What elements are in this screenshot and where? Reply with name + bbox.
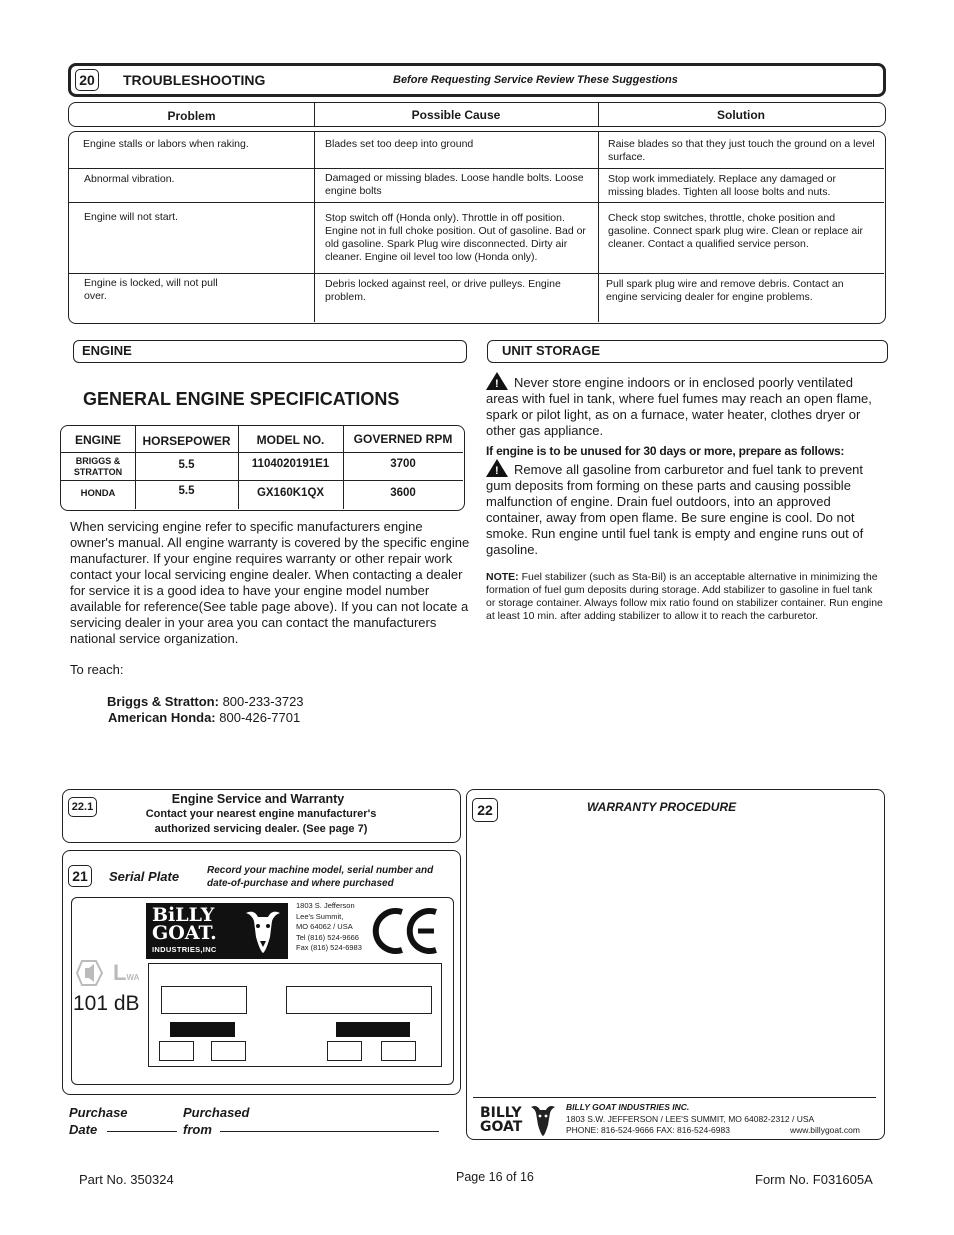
engine-section-label: ENGINE [73,340,467,363]
spec-rpm: 3600 [390,487,416,499]
warning-triangle-icon [486,372,508,390]
spec-header-horsepower: HORSEPOWER [142,434,231,448]
section-number: 20 [75,69,99,91]
warranty-title: WARRANTY PROCEDURE [587,800,737,814]
purchase-date-label: Purchase Date [69,1105,128,1137]
column-header-cause: Possible Cause [411,108,501,122]
logo-text: GOAT. [152,922,217,944]
table-row-cause: Debris locked against reel, or drive pulleys. Engine problem. [325,278,561,303]
plate-address: 1803 S. Jefferson Lee's Summit, MO 64062 / USA Tel (816) 524-9666 Fax (816) 524-6983 [296,901,362,952]
contact-name: Briggs & Stratton: [107,694,219,709]
plate-small-field [159,1041,194,1061]
plate-small-field [211,1041,246,1061]
plate-small-field [381,1041,416,1061]
spec-header-engine: ENGINE [74,433,121,447]
storage-warning-1: !Never store engine indoors or in enclosed poorly ventilated areas with fuel in tank, where fuel fumes may reach an open flame, spark or pilot light, as on a furnace, water heater, clothes dryer or other gas appliance. [486,372,882,439]
troubleshooting-header [68,63,886,97]
section-number: 22 [472,798,498,822]
section-number: 22.1 [68,797,97,817]
goat-head-icon [242,907,284,955]
part-number: Part No. 350324 [79,1172,174,1187]
spec-model: 1104020191E1 [251,458,330,470]
spec-engine-briggs: BRIGGS & STRATTON [73,456,123,477]
table-row-solution: Raise blades so that they just touch the ground on a level surface. [608,138,875,163]
lwa-label: LWA [113,960,140,985]
table-row-solution: Pull spark plug wire and remove debris. Contact an engine servicing dealer for engine problems. [606,278,844,303]
plate-small-field [327,1041,362,1061]
purchase-date-line[interactable] [107,1131,177,1132]
model-label-bar [170,1022,235,1037]
storage-unused-heading: If engine is to be unused for 30 days or more, prepare as follows: [486,444,845,458]
logo-text: BiLLY [152,904,215,926]
serial-label-bar [336,1022,410,1037]
spec-header-rpm: GOVERNED RPM [353,432,453,446]
contact-honda [108,710,300,726]
form-number: Form No. F031605A [755,1172,873,1187]
table-row-cause: Blades set too deep into ground [325,138,474,150]
warranty-section [466,789,885,1140]
note-label: NOTE: [486,571,519,583]
serial-field [286,986,432,1014]
table-row-cause: Stop switch off (Honda only). Throttle in off position. Engine not in full choke position. Out of gasoline. Bad or old gasoline. Spark Plug wire disconnected. Dirty air cleaner. Engine oil level too low (Honda only). [325,212,586,263]
serial-plate-instruction: Record your machine model, serial number and date-of-purchase and where purchased [207,865,434,889]
table-row-solution: Check stop switches, throttle, choke position and gasoline. Connect spark plug wire. Clean or replace air cleaner. Contact a qualified service person. [608,212,864,250]
serial-plate [71,897,454,1085]
company-website[interactable]: www.billygoat.com [790,1125,860,1135]
table-row-solution: Stop work immediately. Replace any damaged or missing blades. Tighten all loose bolts and nuts. [608,173,837,198]
to-reach-label: To reach: [70,662,124,677]
troubleshooting-table [68,131,886,324]
table-row-cause: Damaged or missing blades. Loose handle bolts. Loose engine bolts [325,172,584,197]
engine-specs-heading: GENERAL ENGINE SPECIFICATIONS [83,389,400,409]
table-row-problem: Engine stalls or labors when raking. [83,138,249,150]
column-header-problem: Problem [167,109,216,123]
spec-rpm: 3700 [390,458,416,470]
spec-hp: 5.5 [178,485,195,497]
table-row-problem: Engine is locked, will not pull over. [84,277,218,302]
table-row-problem: Abnormal vibration. [84,173,175,185]
purchased-from-line[interactable] [220,1131,439,1132]
plate-info-panel [148,963,442,1067]
contact-phone: 800-233-3723 [222,694,304,709]
sound-level-db: 101 dB [73,992,140,1015]
engine-service-box [62,789,461,843]
spec-model: GX160K1QX [256,487,325,499]
section-number: 21 [68,865,92,887]
company-phone: PHONE: 816-524-9666 FAX: 816-524-6983 [566,1125,730,1135]
storage-note [486,571,884,623]
serial-plate-section [62,850,461,1095]
contact-name: American Honda: [108,710,216,725]
troubleshooting-column-headers [68,102,886,127]
spec-hp: 5.5 [178,459,195,471]
goat-head-icon [529,1103,557,1137]
storage-section-label: UNIT STORAGE [487,340,888,363]
spec-header-model: MODEL NO. [256,433,325,447]
table-row-problem: Engine will not start. [84,211,178,223]
ce-mark-icon [372,906,444,956]
sound-power-icon [74,958,108,988]
model-field [161,986,247,1014]
company-address: 1803 S.W. JEFFERSON / LEE'S SUMMIT, MO 64082-2312 / USA [566,1114,815,1124]
spec-engine-honda: HONDA [80,488,116,499]
company-name: BILLY GOAT INDUSTRIES INC. [566,1102,690,1112]
contact-briggs [107,694,304,710]
service-title: Engine Service and Warranty [171,792,345,806]
troubleshooting-subtitle: Before Requesting Service Review These Suggestions [393,74,678,86]
warning-triangle-icon [486,459,508,477]
footer-logo-text: BILLY GOAT [480,1105,523,1135]
engine-spec-table [60,425,465,511]
purchased-from-label: Purchased from [183,1105,250,1137]
engine-service-paragraph: When servicing engine refer to specific manufacturers engine owner's manual. All engine warranty is covered by the specific engine manufacturer. If your engine requires warranty or other repair work contact your local servicing engine dealer. When contacting a dealer for service it is a good idea to have your engine model number available for reference(See table page above). If you can not locate a servicing dealer in your area you can contact the manufacturers national service organization. [70,519,470,646]
note-text: Fuel stabilizer (such as Sta-Bil) is an acceptable alternative in minimizing the formation of fuel gum deposits during storage. Add stabilizer to gasoline in fuel tank or storage container. Always follow mix ratio found on stabilizer container. Run engine at least 10 min. after adding stabilizer to allow it to reach the carburetor. [486,571,883,622]
logo-text: INDUSTRIES,INC [152,945,217,954]
billy-goat-logo [146,903,288,959]
troubleshooting-title: TROUBLESHOOTING [123,72,266,88]
serial-plate-title: Serial Plate [109,869,180,884]
page-number: Page 16 of 16 [456,1170,534,1184]
storage-warning-2: !Remove all gasoline from carburetor and fuel tank to prevent gum deposits from forming on these parts and causing possible malfunction of engine. Drain fuel outdoors, into an approved container, away from open flame. Be sure engine is cool. Do not smoke. Run engine until fuel tank is empty and engine runs out of gasoline. [486,459,882,558]
service-body: Contact your nearest engine manufacturer's authorized servicing dealer. (See page 7) [145,808,377,835]
column-header-solution: Solution [717,108,765,122]
contact-phone: 800-426-7701 [219,710,301,725]
